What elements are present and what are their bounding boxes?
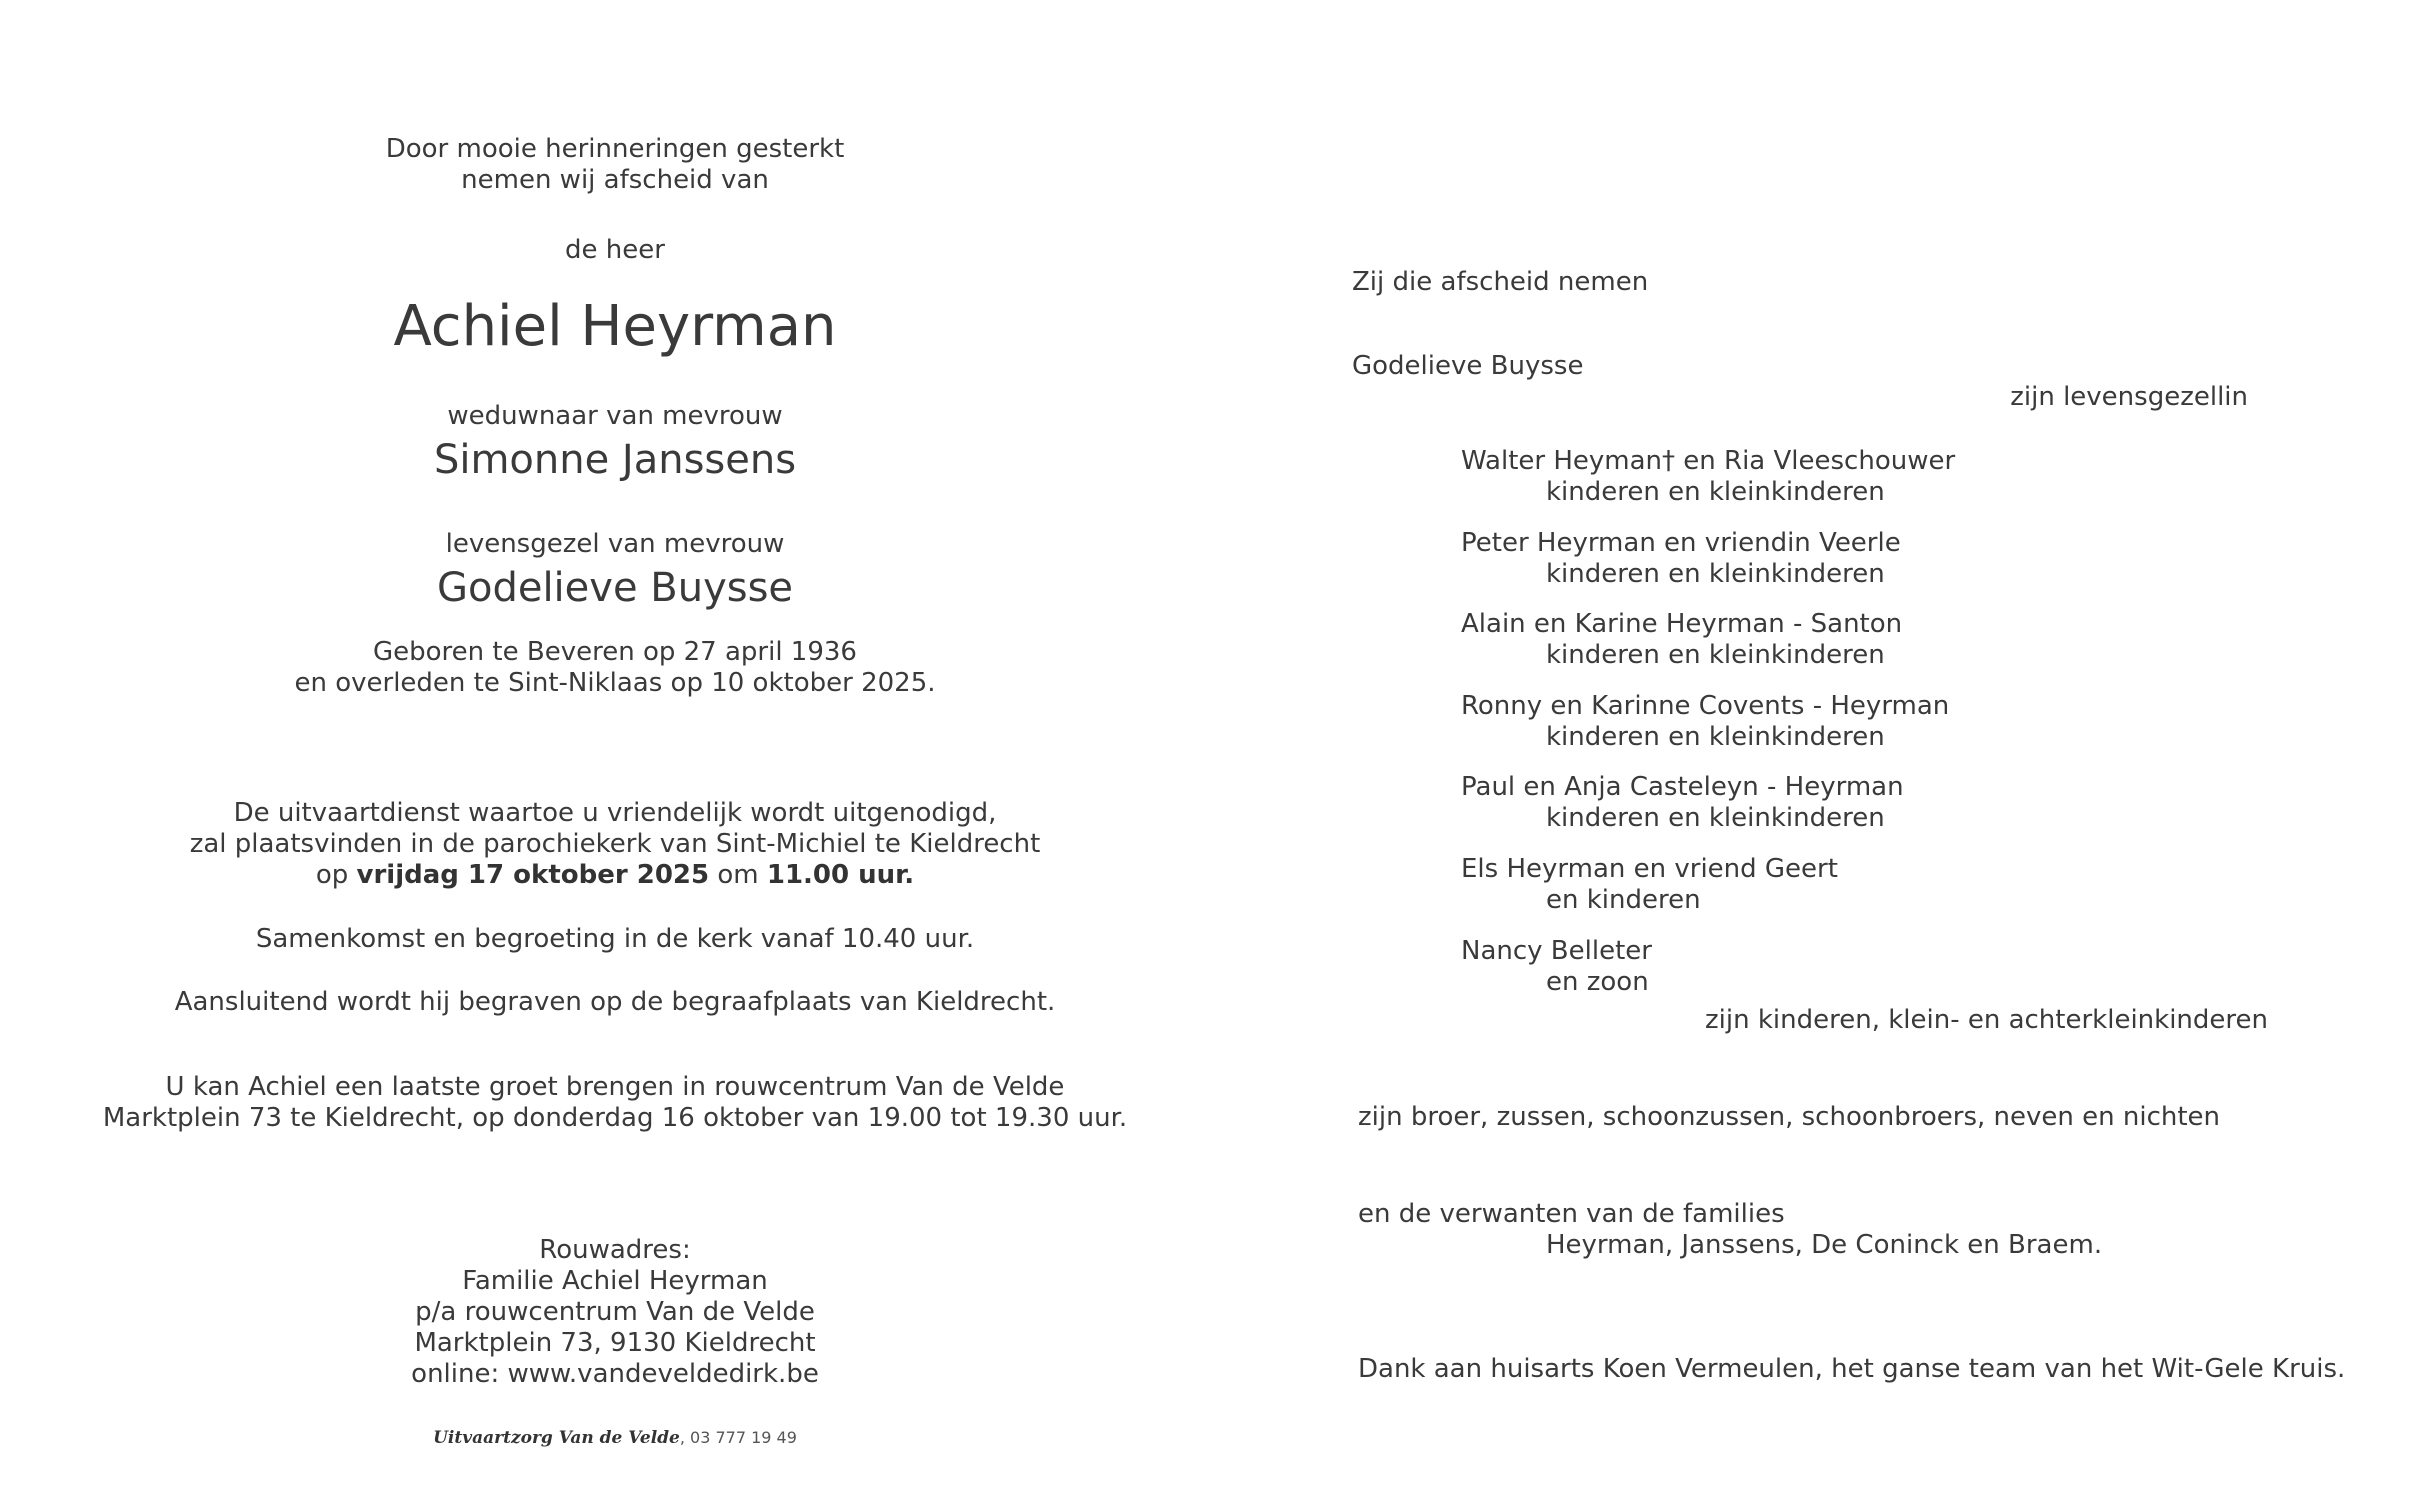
child-name: Walter Heyman† en Ria Vleeschouwer [1461,446,1956,476]
funeral-home-logo-text: Uitvaartzorg Van de Velde [433,1428,680,1448]
children-role: zijn kinderen, klein- en achterkleinkinderen [1705,1005,2268,1035]
intro-line-1: Door mooie herinneringen gesterkt [385,134,845,164]
born-line: Geboren te Beveren op 27 april 1936 [373,637,857,667]
service-line-3 [0,860,1230,891]
widower-label: weduwnaar van mevrouw [447,401,783,431]
child-sub: kinderen en kleinkinderen [1546,722,1885,752]
siblings-line: zijn broer, zussen, schoonzussen, schoonbroers, neven en nichten [1358,1102,2221,1132]
partner-entry: Godelieve Buysse [1352,351,1584,381]
died-line: en overleden te Sint-Niklaas op 10 oktober 2025. [294,668,936,698]
service-date: vrijdag 17 oktober 2025 [356,860,710,890]
visit-line-2: Marktplein 73 te Kieldrecht, op donderdag 16 oktober van 19.00 tot 19.30 uur. [102,1103,1128,1133]
address-line: Marktplein 73, 9130 Kieldrecht [414,1328,816,1358]
partner-name: Godelieve Buysse [436,565,794,611]
service-line-2: zal plaatsvinden in de parochiekerk van Sint-Michiel te Kieldrecht [189,829,1041,859]
relatives-line-2: Heyrman, Janssens, De Coninck en Braem. [1546,1230,2103,1260]
visit-line-1: U kan Achiel een laatste groet brengen in rouwcentrum Van de Velde [165,1072,1065,1102]
footer-credit [0,1428,1230,1448]
address-website: online: www.vandeveldedirk.be [411,1359,819,1389]
title-line: de heer [565,235,665,265]
service-time: 11.00 uur. [766,860,915,890]
child-name: Alain en Karine Heyrman - Santon [1461,609,1903,639]
partner-role: zijn levensgezellin [2010,382,2248,412]
address-line: Rouwadres: [539,1235,691,1265]
child-name: Nancy Belleter [1461,936,1652,966]
child-sub: kinderen en kleinkinderen [1546,803,1885,833]
child-name: Paul en Anja Casteleyn - Heyrman [1461,772,1904,802]
child-sub: en kinderen [1546,885,1701,915]
child-sub: kinderen en kleinkinderen [1546,640,1885,670]
burial-line: Aansluitend wordt hij begraven op de begraafplaats van Kieldrecht. [174,987,1056,1017]
relatives-line-1: en de verwanten van de families [1358,1199,1785,1229]
child-sub: en zoon [1546,967,1649,997]
service-mid: om [709,860,767,890]
widower-name: Simonne Janssens [433,437,797,483]
child-name: Els Heyrman en vriend Geert [1461,854,1838,884]
gathering-line: Samenkomst en begroeting in de kerk vanaf 10.40 uur. [255,924,975,954]
address-line: Familie Achiel Heyrman [462,1266,768,1296]
deceased-name: Achiel Heyrman [393,294,837,359]
service-pre: op [315,860,357,890]
intro-line-2: nemen wij afscheid van [461,165,769,195]
right-heading: Zij die afscheid nemen [1352,267,1649,297]
service-line-1: De uitvaartdienst waartoe u vriendelijk wordt uitgenodigd, [233,798,997,828]
child-sub: kinderen en kleinkinderen [1546,477,1885,507]
thanks-line: Dank aan huisarts Koen Vermeulen, het ganse team van het Wit-Gele Kruis. [1358,1354,2346,1384]
child-name: Peter Heyrman en vriendin Veerle [1461,528,1901,558]
address-line: p/a rouwcentrum Van de Velde [415,1297,815,1327]
child-name: Ronny en Karinne Covents - Heyrman [1461,691,1950,721]
footer-phone: , 03 777 19 49 [679,1428,797,1447]
child-sub: kinderen en kleinkinderen [1546,559,1885,589]
partner-label: levensgezel van mevrouw [445,529,785,559]
